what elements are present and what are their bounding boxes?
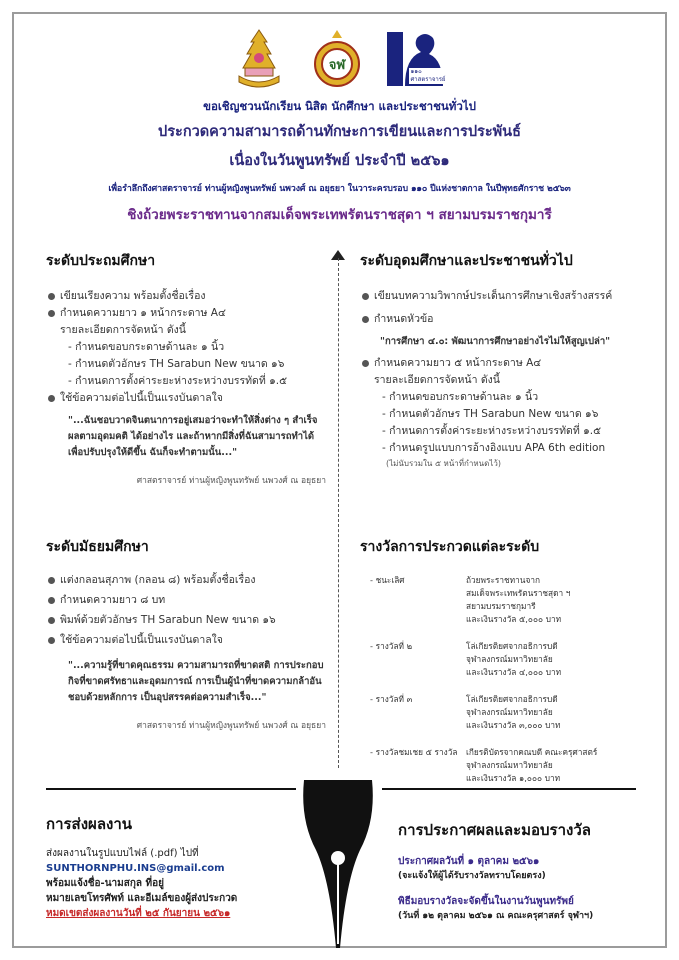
award-rank: - ชนะเลิศ bbox=[370, 575, 405, 585]
submission-title: การส่งผลงาน bbox=[46, 815, 133, 833]
bullet-icon bbox=[48, 293, 55, 300]
education-faculty-emblem-icon bbox=[309, 28, 365, 90]
higher-topic: "การศึกษา ๔.๐: พัฒนาการศึกษาอย่างไรไม่ให้สูญเปล่า" bbox=[380, 336, 611, 347]
secondary-quote-cite: ศาสตราจารย์ ท่านผู้หญิงพูนทรัพย์ นพวงศ์ ณ อยุธยา bbox=[136, 721, 326, 731]
bullet-icon bbox=[362, 316, 369, 323]
bullet-icon bbox=[48, 310, 55, 317]
submission-email-link[interactable]: SUNTHORNPHU.INS@gmail.com bbox=[46, 863, 225, 874]
award-detail-line: เกียรติบัตรจากคณบดี คณะครุศาสตร์ bbox=[466, 747, 598, 757]
submission-deadline: หมดเขตส่งผลงานวันที่ ๒๕ กันยายน ๒๕๖๑ bbox=[46, 908, 231, 919]
anniversary-logo bbox=[387, 28, 449, 90]
bullet-icon bbox=[48, 637, 55, 644]
submission-section bbox=[46, 812, 296, 921]
award-row bbox=[360, 574, 660, 626]
higher-format-item: - กำหนดการตั้งค่าระยะห่างระหว่างบรรทัดที่ ๑.๕ bbox=[382, 425, 602, 437]
award-detail-line: และเงินรางวัล ๑,๐๐๐ บาท bbox=[466, 773, 561, 783]
awards-list bbox=[360, 574, 660, 785]
higher-title: ระดับอุดมศึกษาและประชาชนทั่วไป bbox=[360, 253, 573, 269]
awards-section bbox=[360, 536, 660, 799]
bullet-icon bbox=[362, 293, 369, 300]
award-detail-line: โล่เกียรติยศจากอธิการบดี bbox=[466, 641, 558, 651]
primary-format-item: - กำหนดขอบกระดาษด้านละ ๑ นิ้ว bbox=[68, 341, 225, 353]
award-row bbox=[360, 693, 660, 732]
primary-item-text: กำหนดความยาว ๑ หน้ากระดาษ A๔ bbox=[60, 307, 226, 319]
logo-row bbox=[0, 28, 679, 90]
primary-quote-cite: ศาสตราจารย์ ท่านผู้หญิงพูนทรัพย์ นพวงศ์ ณ อยุธยา bbox=[136, 476, 326, 486]
rule-left bbox=[46, 788, 296, 790]
secondary-quote: "...ความรู้ที่ขาดคุณธรรม ความสามารถที่ขาดสติ การประกอบกิจที่ขาดศรัทธาและอุดมการณ์ การเป็นผู้นำที่ขาดความกล้าอันชอบด้วยหลักการ เป็นอุปสรรคต่อความสำเร็จ..." bbox=[68, 660, 324, 703]
list-item bbox=[46, 590, 326, 610]
pen-nib-icon bbox=[300, 780, 376, 948]
higher-item-text: กำหนดความยาว ๕ หน้ากระดาษ A๔ bbox=[374, 357, 542, 369]
announce-line: พิธีมอบรางวัลจะจัดขึ้นในงานวันพูนทรัพย์ bbox=[398, 896, 574, 907]
award-detail-line: สยามบรมราชกุมารี bbox=[466, 601, 536, 611]
announce-section bbox=[398, 818, 660, 924]
submission-line: หมายเลขโทรศัพท์ และอีเมล์ของผู้ส่งประกวด bbox=[46, 893, 238, 904]
page-subtitle: เนื่องในวันพูนทรัพย์ ประจำปี ๒๕๖๑ bbox=[229, 153, 450, 169]
list-item bbox=[360, 288, 660, 305]
award-row bbox=[360, 640, 660, 679]
bullet-icon bbox=[48, 617, 55, 624]
award-detail-line: สมเด็จพระเทพรัตนราชสุดา ฯ bbox=[466, 588, 571, 598]
list-item bbox=[46, 305, 326, 322]
award-detail-line: และเงินรางวัล ๕,๐๐๐ บาท bbox=[466, 614, 562, 624]
page-title: ประกวดความสามารถด้านทักษะการเขียนและการประพันธ์ bbox=[158, 124, 521, 140]
anniversary-logo-text: ๑๑๐ ศาสตราจารย์ bbox=[410, 68, 446, 83]
list-item bbox=[46, 610, 326, 630]
award-row bbox=[360, 746, 660, 785]
award-rank: - รางวัลที่ ๒ bbox=[370, 641, 413, 651]
higher-format-label: รายละเอียดการจัดหน้า ดังนี้ bbox=[374, 374, 500, 386]
award-detail-line: จุฬาลงกรณ์มหาวิทยาลัย bbox=[466, 707, 553, 717]
column-divider bbox=[338, 258, 339, 768]
award-rank: - รางวัลที่ ๓ bbox=[370, 694, 413, 704]
primary-title: ระดับประถมศึกษา bbox=[46, 253, 156, 269]
award-detail-line: ถ้วยพระราชทานจาก bbox=[466, 575, 541, 585]
list-item bbox=[46, 390, 326, 407]
announce-title: การประกาศผลและมอบรางวัล bbox=[398, 821, 591, 839]
award-detail-line: และเงินรางวัล ๓,๐๐๐ บาท bbox=[466, 720, 561, 730]
prize-line: ชิงถ้วยพระราชทานจากสมเด็จพระเทพรัตนราชสุดา ฯ สยามบรมราชกุมารี bbox=[127, 207, 552, 223]
awards-title: รางวัลการประกวดแต่ละระดับ bbox=[360, 539, 540, 555]
award-rank: - รางวัลชมเชย ๕ รางวัล bbox=[370, 747, 458, 757]
primary-item-text: เขียนเรียงความ พร้อมตั้งชื่อเรื่อง bbox=[60, 290, 206, 302]
award-detail-line: จุฬาลงกรณ์มหาวิทยาลัย bbox=[466, 760, 553, 770]
svg-text:จฬ: จฬ bbox=[328, 58, 345, 73]
submission-line: ส่งผลงานในรูปแบบไฟล์ (.pdf) ไปที่ bbox=[46, 848, 199, 859]
primary-section bbox=[46, 250, 326, 487]
higher-section bbox=[360, 250, 660, 470]
invite-line: ขอเชิญชวนนักเรียน นิสิต นักศึกษา และประชาชนทั่วไป bbox=[203, 99, 476, 113]
secondary-section bbox=[46, 536, 326, 732]
list-item bbox=[46, 630, 326, 650]
higher-item-text: กำหนดหัวข้อ bbox=[374, 313, 434, 325]
chulalongkorn-emblem-icon bbox=[231, 28, 287, 90]
higher-format-note: (ไม่นับรวมใน ๕ หน้าที่กำหนดไว้) bbox=[386, 459, 501, 468]
announce-line: ประกาศผลวันที่ ๑ ตุลาคม ๒๕๖๑ bbox=[398, 856, 540, 867]
higher-item-text: เขียนบทความวิพากษ์ประเด็นการศึกษาเชิงสร้างสรรค์ bbox=[374, 290, 613, 302]
rule-right bbox=[382, 788, 636, 790]
primary-inspire-text: ใช้ข้อความต่อไปนี้เป็นแรงบันดาลใจ bbox=[60, 392, 223, 404]
award-detail bbox=[466, 693, 660, 732]
list-item bbox=[46, 288, 326, 305]
primary-quote: "...ฉันชอบวาดจินตนาการอยู่เสมอว่าจะทำให้สิ่งต่าง ๆ สำเร็จผลตามอุดมคติ ได้อย่างไร และถ้าหากมีสิ่งที่ฉันสามารถทำได้เพื่อปรับปรุงให้ดีขึ้น ฉันก็จะทำตามนั้น..." bbox=[68, 415, 318, 458]
higher-format-item: - กำหนดรูปแบบการอ้างอิงแบบ APA 6th edition bbox=[382, 442, 606, 454]
list-item bbox=[360, 355, 660, 372]
secondary-item-text: พิมพ์ด้วยตัวอักษร TH Sarabun New ขนาด ๑๖ bbox=[60, 614, 276, 626]
secondary-item-text: แต่งกลอนสุภาพ (กลอน ๘) พร้อมตั้งชื่อเรื่อง bbox=[60, 574, 256, 586]
higher-format-item: - กำหนดตัวอักษร TH Sarabun New ขนาด ๑๖ bbox=[382, 408, 599, 420]
list-item bbox=[360, 311, 660, 328]
award-detail bbox=[466, 746, 660, 785]
bullet-icon bbox=[48, 577, 55, 584]
announce-line: (วันที่ ๑๒ ตุลาคม ๒๕๖๑ ณ คณะครุศาสตร์ จุฬาฯ) bbox=[398, 911, 594, 921]
higher-format-item: - กำหนดขอบกระดาษด้านละ ๑ นิ้ว bbox=[382, 391, 539, 403]
award-detail-line: จุฬาลงกรณ์มหาวิทยาลัย bbox=[466, 654, 553, 664]
award-detail bbox=[466, 574, 660, 626]
announce-line: (จะแจ้งให้ผู้ได้รับรางวัลทราบโดยตรง) bbox=[398, 871, 546, 881]
award-detail-line: โล่เกียรติยศจากอธิการบดี bbox=[466, 694, 558, 704]
award-detail bbox=[466, 640, 660, 679]
purpose-line: เพื่อรำลึกถึงศาสตราจารย์ ท่านผู้หญิงพูนทรัพย์ นพวงศ์ ณ อยุธยา ในวาระครบรอบ ๑๑๐ ปีแห่งชาตกาล ในปีพุทธศักราช ๒๕๖๓ bbox=[108, 184, 571, 194]
bullet-icon bbox=[48, 597, 55, 604]
bullet-icon bbox=[362, 360, 369, 367]
submission-line: พร้อมแจ้งชื่อ-นามสกุล ที่อยู่ bbox=[46, 878, 164, 889]
primary-format-label: รายละเอียดการจัดหน้า ดังนี้ bbox=[60, 324, 186, 336]
secondary-item-text: กำหนดความยาว ๘ บท bbox=[60, 594, 166, 606]
list-item bbox=[46, 570, 326, 590]
primary-format-item: - กำหนดตัวอักษร TH Sarabun New ขนาด ๑๖ bbox=[68, 358, 285, 370]
award-detail-line: และเงินรางวัล ๔,๐๐๐ บาท bbox=[466, 667, 562, 677]
secondary-title: ระดับมัธยมศึกษา bbox=[46, 539, 149, 555]
bullet-icon bbox=[48, 395, 55, 402]
primary-format-item: - กำหนดการตั้งค่าระยะห่างระหว่างบรรทัดที่ ๑.๕ bbox=[68, 375, 288, 387]
secondary-item-text: ใช้ข้อความต่อไปนี้เป็นแรงบันดาลใจ bbox=[60, 634, 223, 646]
